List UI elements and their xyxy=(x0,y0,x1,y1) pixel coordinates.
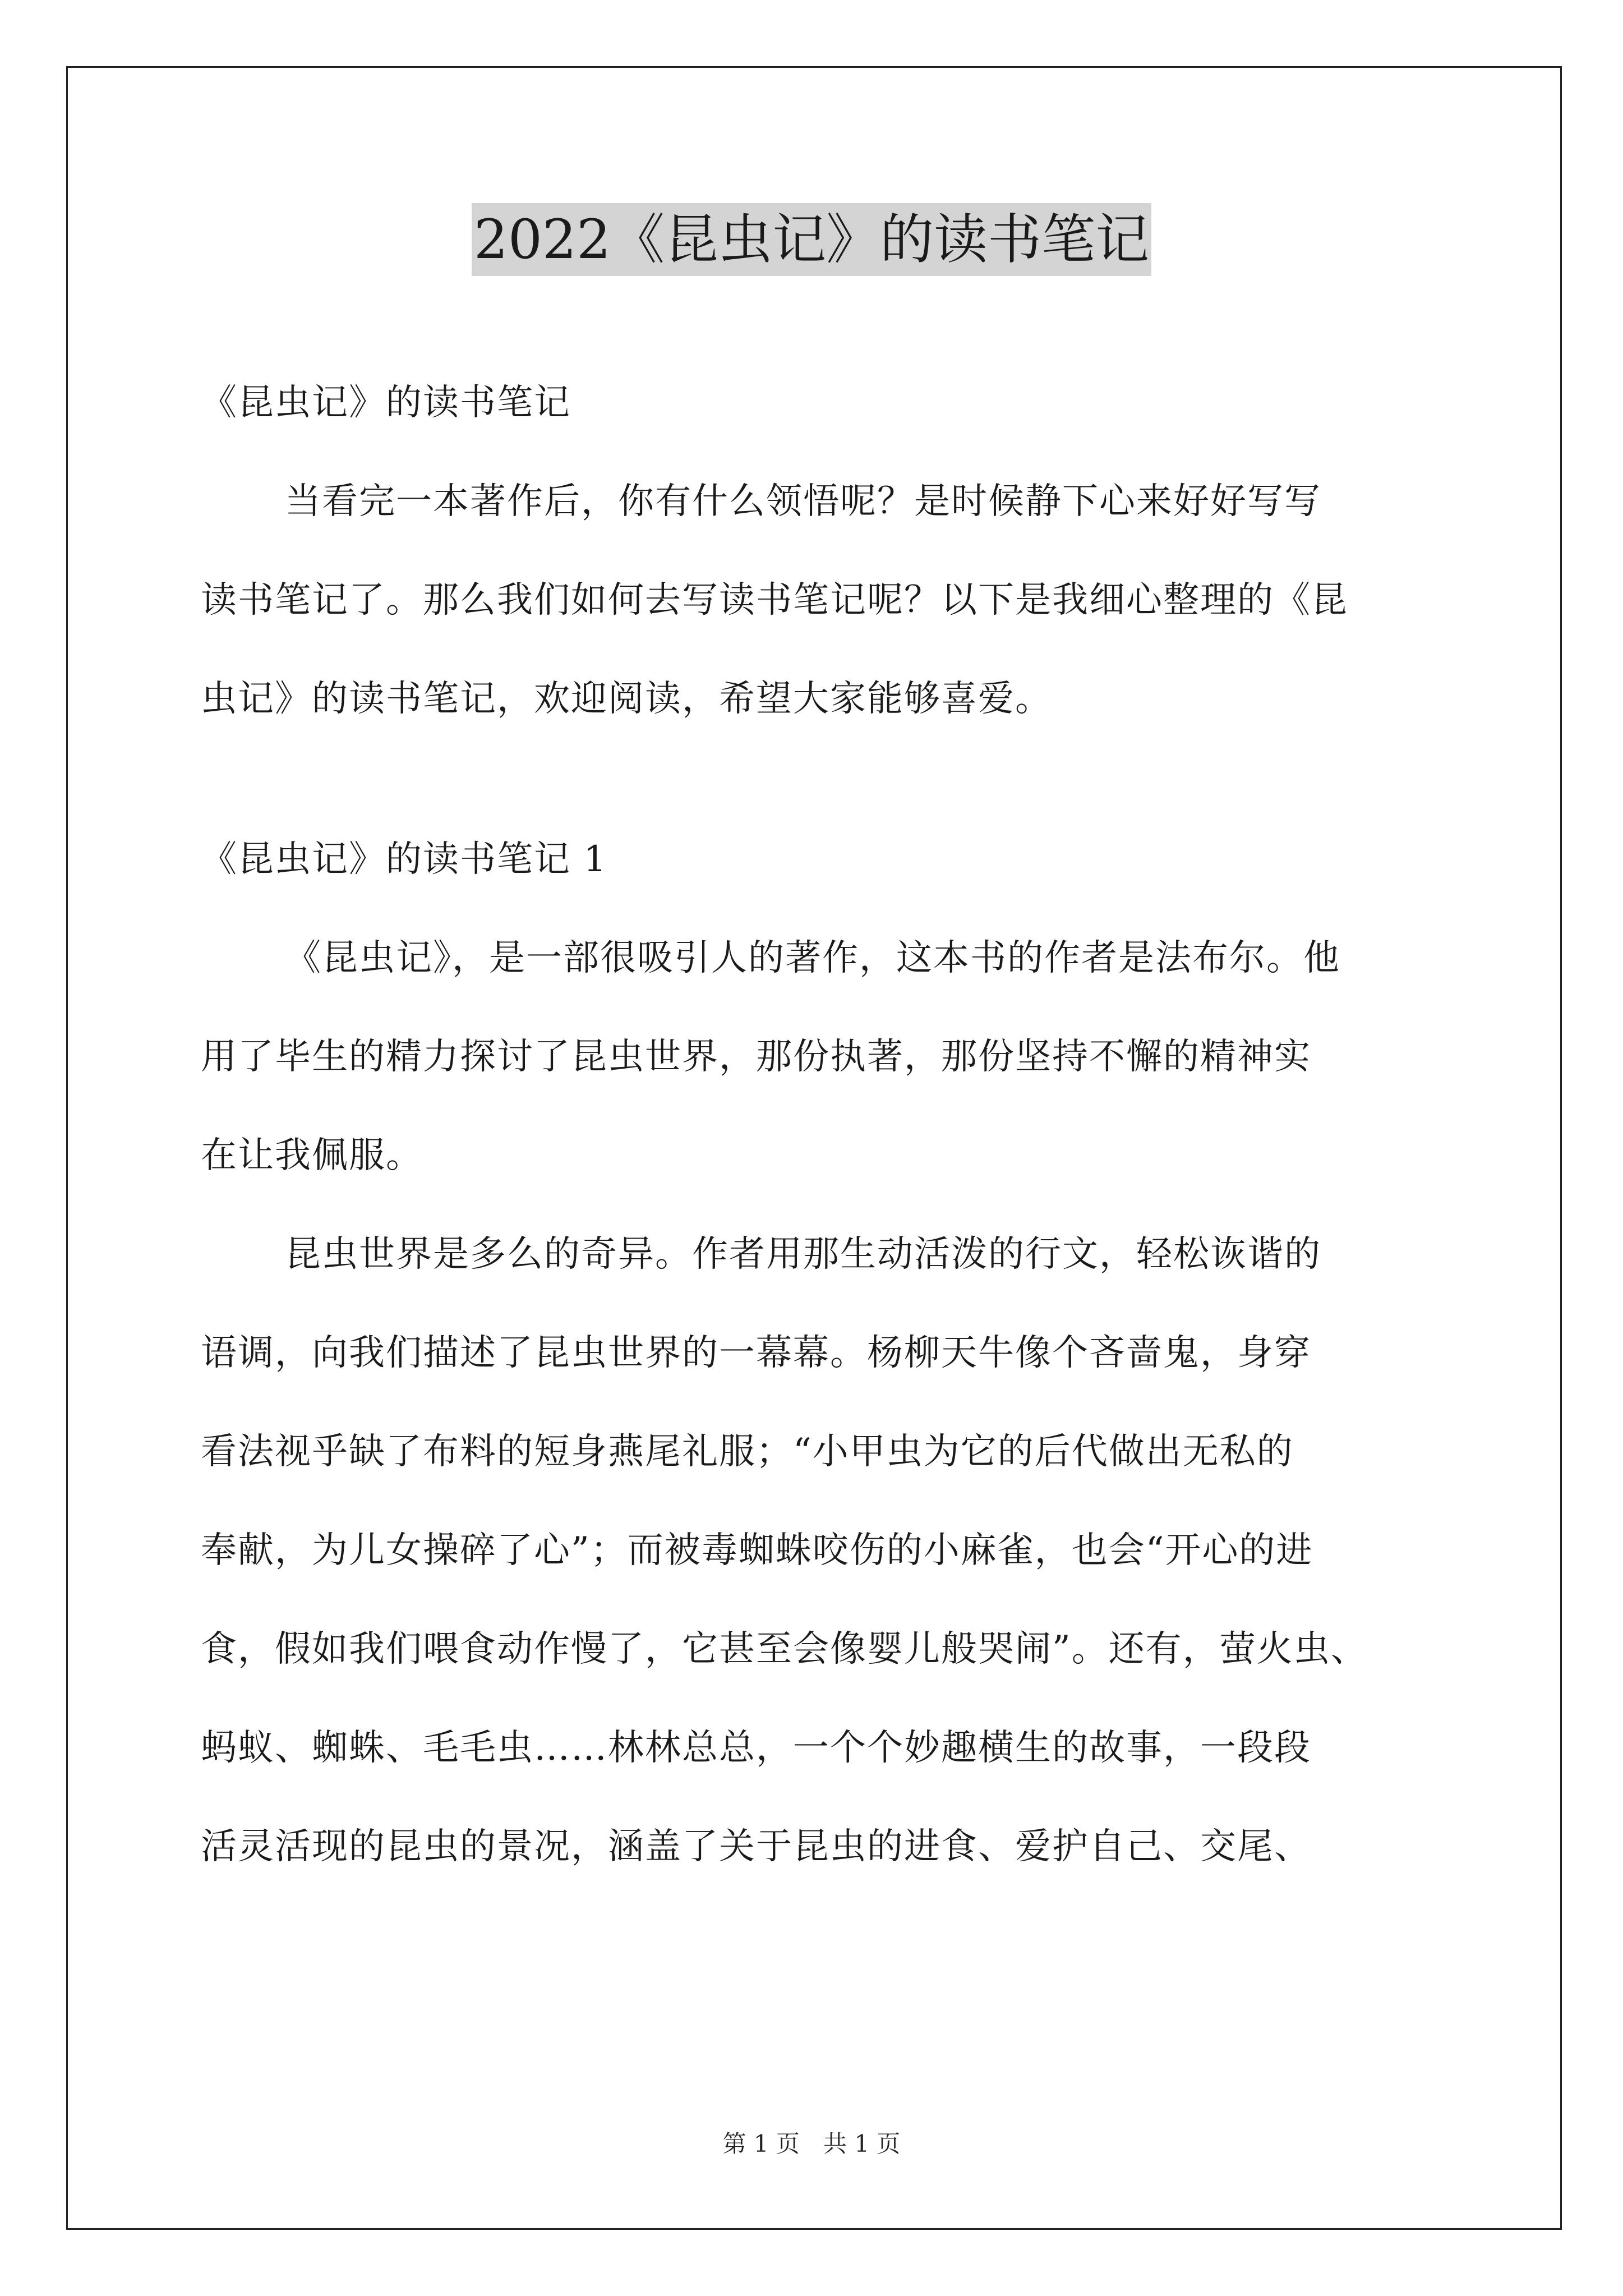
paragraph2-line: 食，假如我们喂食动作慢了，它甚至会像婴儿般哭闹”。还有，萤火虫、 xyxy=(201,1628,1368,1670)
document-subtitle: 《昆虫记》的读书笔记 xyxy=(201,382,571,424)
document-body xyxy=(201,353,1429,1896)
section-heading: 《昆虫记》的读书笔记 1 xyxy=(201,839,608,880)
intro-line: 当看完一本著作后，你有什么领悟呢？是时候静下心来好好写写 xyxy=(285,481,1321,522)
paragraph2-line: 蚂蚁、蜘蛛、毛毛虫……林林总总，一个个妙趣横生的故事，一段段 xyxy=(201,1727,1311,1769)
paragraph1-line: 在让我佩服。 xyxy=(201,1135,423,1176)
intro-line: 读书笔记了。那么我们如何去写读书笔记呢？以下是我细心整理的《昆 xyxy=(201,579,1348,621)
paragraph2-line: 语调，向我们描述了昆虫世界的一幕幕。杨柳天牛像个吝啬鬼，身穿 xyxy=(201,1332,1311,1374)
paragraph1-line: 用了毕生的精力探讨了昆虫世界，那份执著，那份坚持不懈的精神实 xyxy=(201,1036,1311,1078)
section-gap xyxy=(201,748,1429,810)
page-footer: 第 1 页 共 1 页 xyxy=(722,2130,901,2157)
paragraph2-line: 看法视乎缺了布料的短身燕尾礼服；“小甲虫为它的后代做出无私的 xyxy=(201,1431,1294,1473)
document-title: 2022《昆虫记》的读书笔记 xyxy=(472,203,1151,276)
paragraph1-line: 《昆虫记》，是一部很吸引人的著作，这本书的作者是法布尔。他 xyxy=(285,937,1340,979)
intro-line: 虫记》的读书笔记，欢迎阅读，希望大家能够喜爱。 xyxy=(201,678,1052,720)
paragraph2-line: 奉献，为儿女操碎了心”；而被毒蜘蛛咬伤的小麻雀，也会“开心的进 xyxy=(201,1530,1313,1571)
paragraph2-line: 昆虫世界是多么的奇异。作者用那生动活泼的行文，轻松诙谐的 xyxy=(285,1234,1321,1275)
title-wrapper xyxy=(0,203,1623,276)
paragraph2-line: 活灵活现的昆虫的景况，涵盖了关于昆虫的进食、爱护自己、交尾、 xyxy=(201,1826,1311,1867)
